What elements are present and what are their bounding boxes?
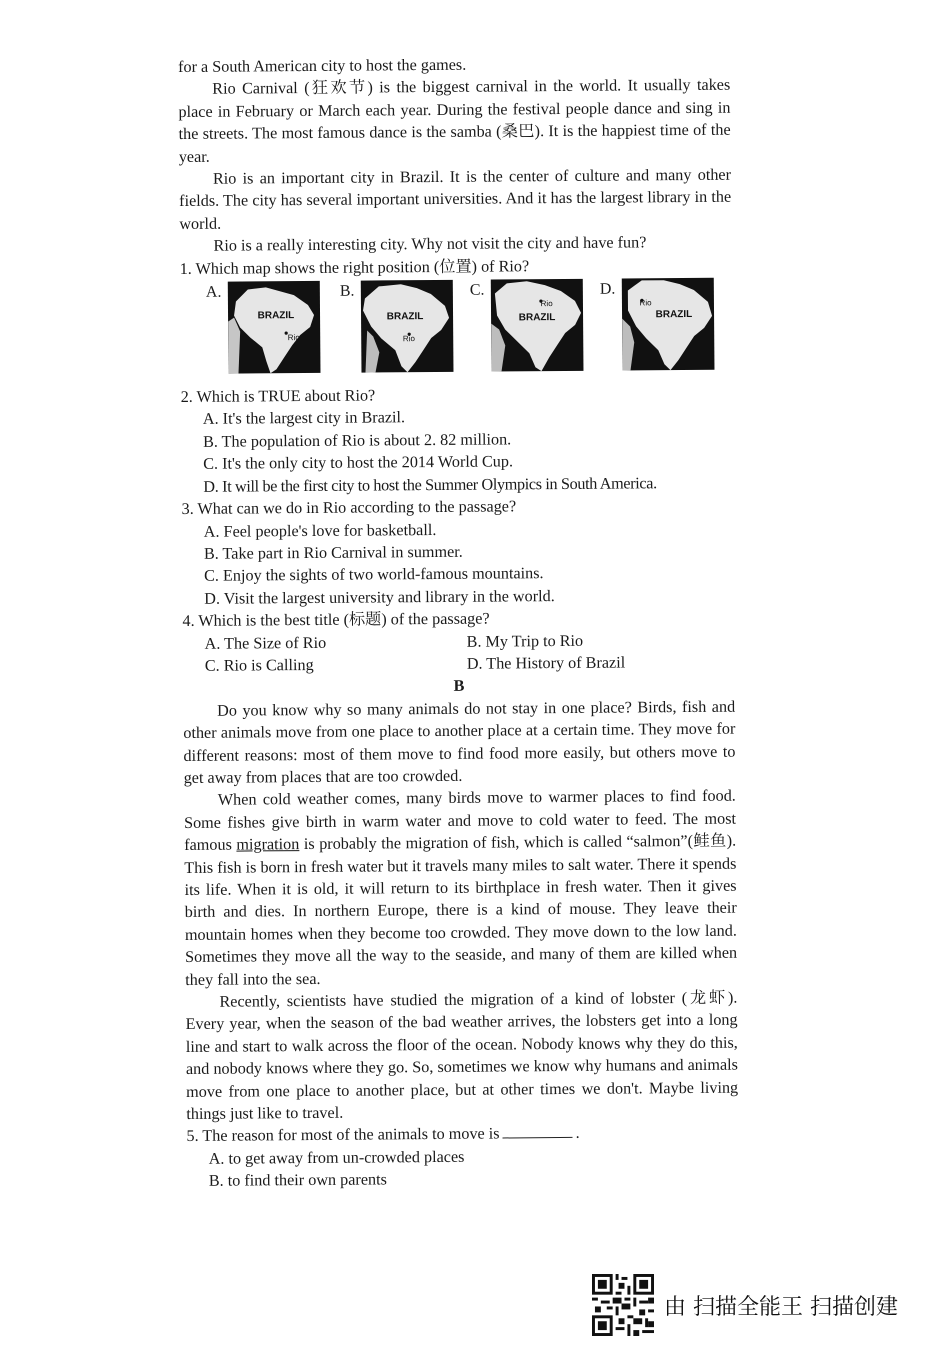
- map-option-c[interactable]: [470, 279, 583, 372]
- map-country-label: BRAZIL: [257, 310, 295, 322]
- map-option-letter: D.: [599, 280, 616, 298]
- question-4-option-b[interactable]: B. My Trip to Rio: [466, 631, 584, 651]
- question-2-option-b[interactable]: B. The population of Rio is about 2. 82 million.: [202, 430, 512, 451]
- map-city-label: Rio: [639, 298, 652, 308]
- map-image: [490, 279, 583, 372]
- exam-page: [178, 52, 739, 1193]
- map-country-label: BRAZIL: [386, 311, 424, 323]
- map-city-label: Rio: [287, 333, 300, 343]
- map-image: [227, 281, 320, 374]
- section-b-heading: B: [453, 677, 465, 696]
- map-country-label: BRAZIL: [655, 309, 693, 321]
- question-3-stem: 3. What can we do in Rio according to the passage?: [181, 497, 517, 519]
- paragraph-b3: Recently, scientists have studied the migration of a kind of lobster (龙虾). Every year, when the season of the bad weather arrives, the lobsters get into a long line and start to walk across the floor of the ocean. Nobody knows why they do this, and nobody knows where they go. So, sometimes we know why humans and animals move from one place to another place, but at other times we don't. Maybe living things just like to travel.: [185, 988, 739, 1124]
- map-option-letter: B.: [339, 282, 355, 300]
- map-image: [360, 280, 453, 373]
- question-4-stem: 4. Which is the best title (标题) of the passage?: [182, 609, 490, 631]
- qr-code-icon[interactable]: [592, 1274, 654, 1336]
- map-option-letter: C.: [469, 281, 485, 299]
- paragraph-b2: [184, 785, 738, 991]
- map-city-label: Rio: [540, 299, 553, 309]
- question-5-option-a[interactable]: A. to get away from un-crowded places: [208, 1147, 465, 1168]
- passage-a-continuation: for a South American city to host the games.: [178, 55, 467, 76]
- question-1-maps: [180, 278, 733, 382]
- question-4-option-a[interactable]: A. The Size of Rio: [204, 633, 327, 653]
- map-option-a[interactable]: [206, 281, 320, 374]
- question-3-option-a[interactable]: A. Feel people's love for basketball.: [203, 520, 437, 541]
- question-2-option-c[interactable]: C. It's the only city to host the 2014 World Cup.: [203, 452, 514, 474]
- map-option-b[interactable]: [340, 280, 453, 373]
- scanner-footer: [592, 1274, 932, 1336]
- map-country-label: BRAZIL: [518, 312, 556, 324]
- map-city-label: Rio: [402, 334, 415, 344]
- question-5-stem-text: 5. The reason for most of the animals to move is: [186, 1124, 500, 1146]
- paragraph-visit: Rio is a really interesting city. Why not visit the city and have fun?: [213, 233, 647, 255]
- map-image: [621, 278, 714, 371]
- scanner-watermark-text: 由 扫描全能王 扫描创建: [664, 1294, 898, 1320]
- question-3-option-c[interactable]: C. Enjoy the sights of two world-famous mountains.: [204, 564, 544, 586]
- question-3-option-d[interactable]: D. Visit the largest university and library in the world.: [204, 586, 555, 608]
- answer-blank[interactable]: [502, 1123, 572, 1139]
- question-1-stem: 1. Which map shows the right position (位置) of Rio?: [179, 256, 530, 278]
- question-2-option-a[interactable]: A. It's the largest city in Brazil.: [202, 408, 406, 429]
- paragraph-center: Rio is an important city in Brazil. It is the center of culture and many other fields. The city has several important universities. And it has the largest library in the world.: [179, 165, 732, 233]
- underlined-word: migration: [236, 835, 300, 854]
- question-4-option-c[interactable]: C. Rio is Calling: [204, 655, 314, 675]
- map-option-letter: A.: [205, 283, 222, 301]
- question-4-option-d[interactable]: D. The History of Brazil: [466, 653, 626, 673]
- question-2-stem: 2. Which is TRUE about Rio?: [180, 386, 376, 407]
- paragraph-carnival: Rio Carnival (狂欢节) is the biggest carnival in the world. It usually takes place in February or March each year. During the festival people dance and sing in the streets. The most famous dance is the samba (桑巴). It is the happiest time of the year.: [178, 76, 731, 166]
- paragraph-b2-part2: is probably the migration of fish, which is called “salmon”(鲑鱼). This fish is born in fresh water but it travels many miles to salt water. There it spends its life. When it is old, it will return to its birthplace in fresh water. Then it gives birth and dies. In northern Europe, there is a kind of mouse. They leave their mountain homes when they become too crowded. They move down to the low land. Sometimes they move all the way to the seaside, and many of them are killed when they fall into the sea.: [184, 831, 738, 989]
- map-option-d[interactable]: [600, 278, 714, 371]
- question-3-option-b[interactable]: B. Take part in Rio Carnival in summer.: [203, 542, 463, 563]
- question-5-option-b[interactable]: B. to find their own parents: [208, 1170, 387, 1191]
- question-2-option-d[interactable]: D. It will be the first city to host the Summer Olympics in South America.: [203, 473, 657, 496]
- question-5-stem-end: .: [575, 1124, 580, 1143]
- paragraph-b1: Do you know why so many animals do not stay in one place? Birds, fish and other animals move from one place to another place at a certain time. They move for different reasons: most of them move to find food more easily, but others move to get away from places that are too crowded.: [183, 697, 736, 787]
- paragraph-b2-part1: When cold weather comes, many birds move to warmer places to find food. Some fishes give birth in warm water and move to cold water to feed. The most famous: [183, 787, 737, 855]
